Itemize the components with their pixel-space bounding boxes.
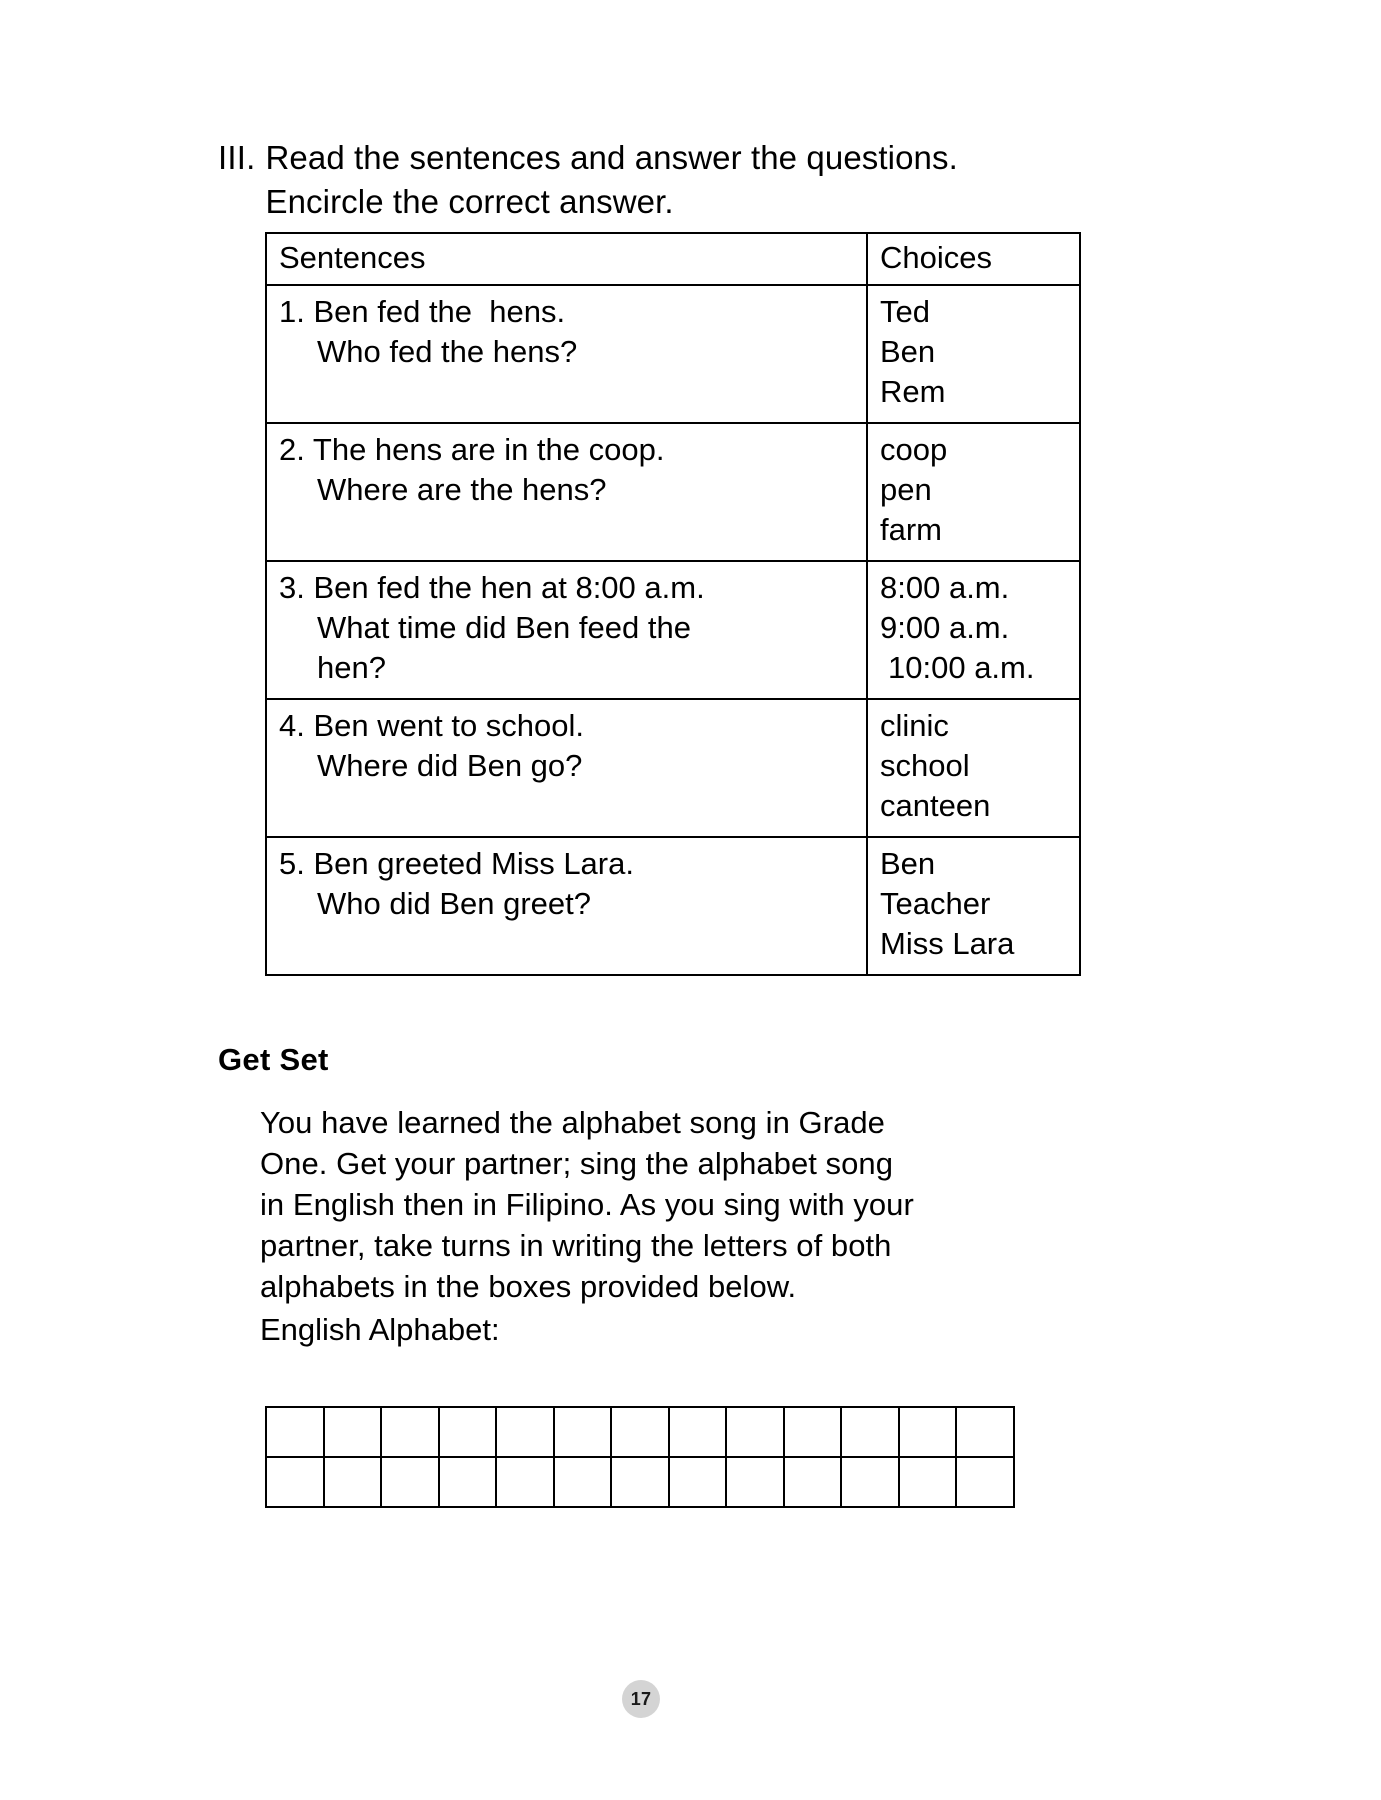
- choice-option[interactable]: school: [880, 748, 970, 783]
- alphabet-answer-grid: [265, 1406, 1015, 1508]
- table-header-row: [266, 233, 1080, 285]
- sentence-cell: [266, 561, 867, 699]
- alphabet-grid-body: [266, 1407, 1014, 1507]
- choices-cell: [867, 699, 1080, 837]
- alphabet-grid-cell[interactable]: [784, 1457, 842, 1507]
- choices-cell: [867, 561, 1080, 699]
- alphabet-grid-cell[interactable]: [439, 1457, 497, 1507]
- alphabet-grid-cell[interactable]: [324, 1457, 382, 1507]
- sentence-line: 3. Ben fed the hen at 8:00 a.m.: [279, 570, 705, 605]
- sentence-line: hen?: [317, 650, 386, 685]
- sentence-line: Who fed the hens?: [317, 334, 578, 369]
- column-header-choices: [867, 233, 1080, 285]
- sentence-line: Who did Ben greet?: [317, 886, 592, 921]
- table-row: [266, 561, 1080, 699]
- paragraph-line: in English then in Filipino. As you sing with your: [260, 1187, 914, 1222]
- alphabet-grid-cell[interactable]: [841, 1457, 899, 1507]
- alphabet-grid-cell[interactable]: [439, 1407, 497, 1457]
- alphabet-grid-cell[interactable]: [611, 1407, 669, 1457]
- alphabet-grid-cell[interactable]: [669, 1407, 727, 1457]
- sentence-line: 4. Ben went to school.: [279, 708, 585, 743]
- choices-cell: [867, 423, 1080, 561]
- instruction-line: Encircle the correct answer.: [265, 183, 674, 220]
- english-alphabet-label: English Alphabet:: [260, 1312, 500, 1347]
- choices-cell: [867, 837, 1080, 975]
- alphabet-grid-cell[interactable]: [899, 1457, 957, 1507]
- table-row: [266, 699, 1080, 837]
- choice-option[interactable]: farm: [880, 512, 942, 547]
- paragraph-line: One. Get your partner; sing the alphabet song: [260, 1146, 893, 1181]
- table-row: [266, 285, 1080, 423]
- page-number-badge: 17: [622, 1680, 660, 1718]
- sentence-cell: [266, 285, 867, 423]
- choice-option[interactable]: Miss Lara: [880, 926, 1015, 961]
- sentence-line: 5. Ben greeted Miss Lara.: [279, 846, 634, 881]
- choice-option[interactable]: clinic: [880, 708, 949, 743]
- alphabet-grid-cell[interactable]: [266, 1457, 324, 1507]
- get-set-heading: Get Set: [218, 1042, 329, 1077]
- sentence-line: What time did Ben feed the: [317, 610, 691, 645]
- paragraph-line: partner, take turns in writing the letters of both: [260, 1228, 892, 1263]
- table-row: [266, 423, 1080, 561]
- sentence-line: Where are the hens?: [317, 472, 607, 507]
- choice-option[interactable]: Rem: [880, 374, 946, 409]
- choice-option[interactable]: 10:00 a.m.: [888, 650, 1035, 685]
- alphabet-grid-cell[interactable]: [726, 1457, 784, 1507]
- choice-option[interactable]: Ted: [880, 294, 930, 329]
- sentences-choices-table: [265, 232, 1081, 976]
- alphabet-grid-cell[interactable]: [669, 1457, 727, 1507]
- alphabet-grid-cell[interactable]: [956, 1407, 1014, 1457]
- paragraph-line: You have learned the alphabet song in Grade: [260, 1105, 885, 1140]
- choice-option[interactable]: coop: [880, 432, 948, 467]
- choice-option[interactable]: pen: [880, 472, 932, 507]
- column-header-label: Sentences: [279, 240, 426, 275]
- instruction-line: Read the sentences and answer the questions.: [265, 139, 958, 176]
- column-header-label: Choices: [880, 240, 992, 275]
- instruction-block: [218, 136, 1048, 224]
- sentence-cell: [266, 699, 867, 837]
- alphabet-grid-cell[interactable]: [496, 1407, 554, 1457]
- alphabet-grid-cell[interactable]: [324, 1407, 382, 1457]
- get-set-paragraph: [260, 1102, 1020, 1307]
- choices-cell: [867, 285, 1080, 423]
- alphabet-grid-cell[interactable]: [554, 1457, 612, 1507]
- alphabet-grid-cell[interactable]: [266, 1407, 324, 1457]
- choice-option[interactable]: 8:00 a.m.: [880, 570, 1010, 605]
- alphabet-grid-cell[interactable]: [841, 1407, 899, 1457]
- sentence-line: Where did Ben go?: [317, 748, 583, 783]
- instruction-text: [265, 136, 1048, 224]
- alphabet-grid-row: [266, 1457, 1014, 1507]
- alphabet-grid-cell[interactable]: [956, 1457, 1014, 1507]
- sentence-cell: [266, 423, 867, 561]
- alphabet-grid-cell[interactable]: [554, 1407, 612, 1457]
- sentence-line: 1. Ben fed the hens.: [279, 294, 566, 329]
- alphabet-grid-cell[interactable]: [784, 1407, 842, 1457]
- alphabet-grid-cell[interactable]: [611, 1457, 669, 1507]
- alphabet-grid-cell[interactable]: [726, 1407, 784, 1457]
- instruction-numeral: III.: [218, 139, 256, 176]
- column-header-sentences: [266, 233, 867, 285]
- choice-option[interactable]: Ben: [880, 334, 936, 369]
- alphabet-grid-cell[interactable]: [381, 1457, 439, 1507]
- choice-option[interactable]: canteen: [880, 788, 991, 823]
- alphabet-grid-cell[interactable]: [381, 1407, 439, 1457]
- table-row: [266, 837, 1080, 975]
- alphabet-grid-cell[interactable]: [899, 1407, 957, 1457]
- choice-option[interactable]: Teacher: [880, 886, 991, 921]
- sentence-line: 2. The hens are in the coop.: [279, 432, 665, 467]
- paragraph-line: alphabets in the boxes provided below.: [260, 1269, 797, 1304]
- alphabet-grid-cell[interactable]: [496, 1457, 554, 1507]
- choice-option[interactable]: Ben: [880, 846, 936, 881]
- choice-option[interactable]: 9:00 a.m.: [880, 610, 1010, 645]
- alphabet-grid-row: [266, 1407, 1014, 1457]
- sentence-cell: [266, 837, 867, 975]
